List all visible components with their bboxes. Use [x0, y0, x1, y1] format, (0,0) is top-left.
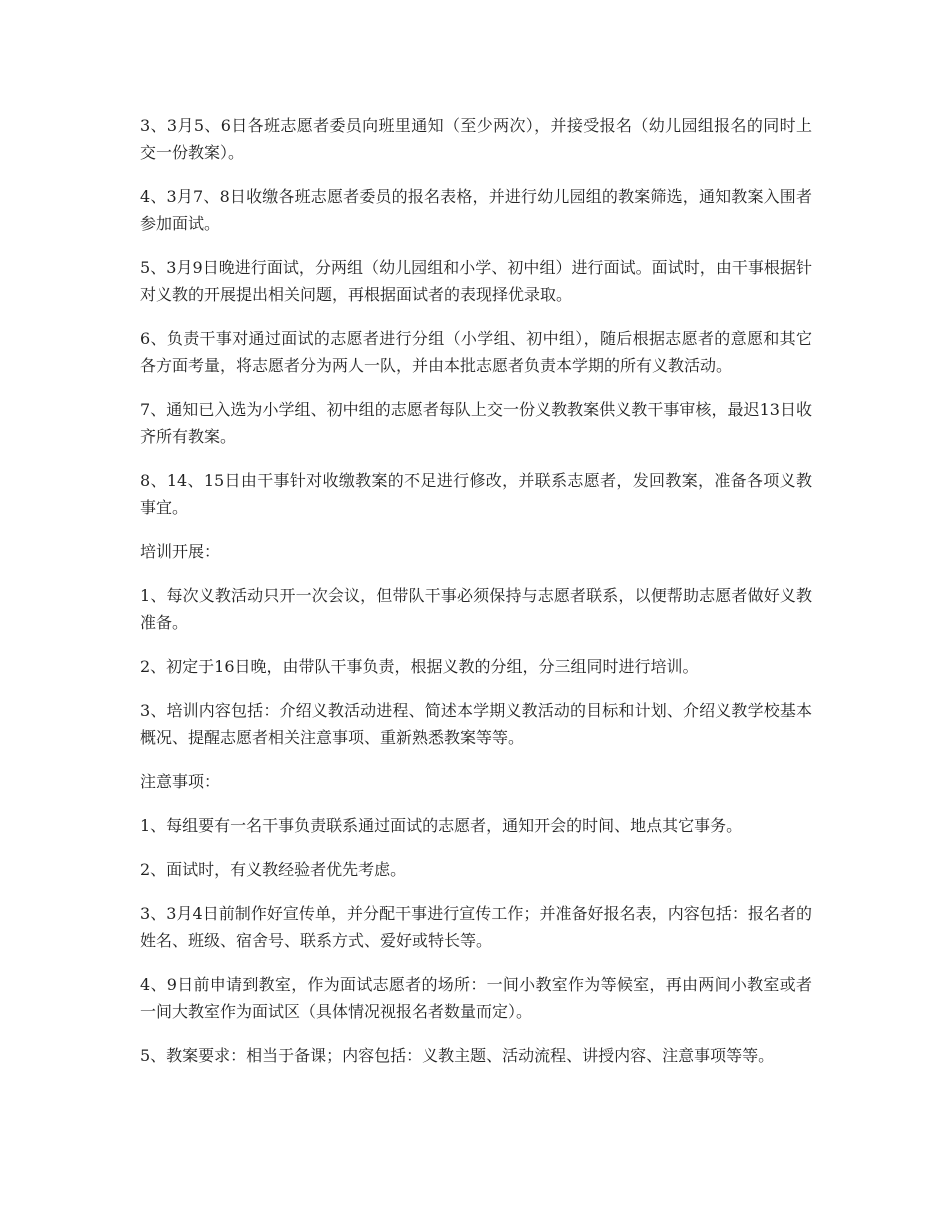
paragraph-step-5-interview: 5、3月9日晚进行面试，分两组（幼儿园组和小学、初中组）进行面试。面试时，由干事根据针对义教的开展提出相关问题，再根据面试者的表现择优录取。 [140, 258, 812, 304]
paragraph-note-4: 4、9日前申请到教室，作为面试志愿者的场所：一间小教室作为等候室，再由两间小教室或者一间大教室作为面试区（具体情况视报名者数量而定）。 [140, 975, 812, 1021]
paragraph-note-1: 1、每组要有一名干事负责联系通过面试的志愿者，通知开会的时间、地点其它事务。 [140, 816, 743, 835]
section-heading-notes: 注意事项： [140, 772, 221, 791]
paragraph-step-8-revision: 8、14、15日由干事针对收缴教案的不足进行修改，并联系志愿者，发回教案，准备各项义教事宜。 [140, 471, 812, 517]
paragraph-step-4-collect-forms: 4、3月7、8日收缴各班志愿者委员的报名表格，并进行幼儿园组的教案筛选，通知教案入围者参加面试。 [140, 187, 812, 233]
paragraph-step-3-registration: 3、3月5、6日各班志愿者委员向班里通知（至少两次），并接受报名（幼儿园组报名的同时上交一份教案）。 [140, 116, 812, 162]
paragraph-training-1: 1、每次义教活动只开一次会议，但带队干事必须保持与志愿者联系，以便帮助志愿者做好义教准备。 [140, 586, 812, 632]
paragraph-training-3: 3、培训内容包括：介绍义教活动进程、简述本学期义教活动的目标和计划、介绍义教学校基本概况、提醒志愿者相关注意事项、重新熟悉教案等等。 [140, 701, 812, 747]
document-body [140, 112, 812, 1086]
paragraph-note-5: 5、教案要求：相当于备课；内容包括：义教主题、活动流程、讲授内容、注意事项等等。 [140, 1046, 775, 1065]
section-heading-training: 培训开展： [140, 542, 221, 561]
paragraph-training-2: 2、初定于16日晚，由带队干事负责，根据义教的分组，分三组同时进行培训。 [140, 657, 699, 676]
paragraph-step-6-grouping: 6、负责干事对通过面试的志愿者进行分组（小学组、初中组），随后根据志愿者的意愿和其它各方面考量，将志愿者分为两人一队，并由本批志愿者负责本学期的所有义教活动。 [140, 329, 812, 375]
paragraph-step-7-lesson-plans: 7、通知已入选为小学组、初中组的志愿者每队上交一份义教教案供义教干事审核，最迟13日收齐所有教案。 [140, 400, 812, 446]
paragraph-note-2: 2、面试时，有义教经验者优先考虑。 [140, 860, 407, 879]
paragraph-note-3: 3、3月4日前制作好宣传单，并分配干事进行宣传工作；并准备好报名表，内容包括：报名者的姓名、班级、宿舍号、联系方式、爱好或特长等。 [140, 904, 812, 950]
